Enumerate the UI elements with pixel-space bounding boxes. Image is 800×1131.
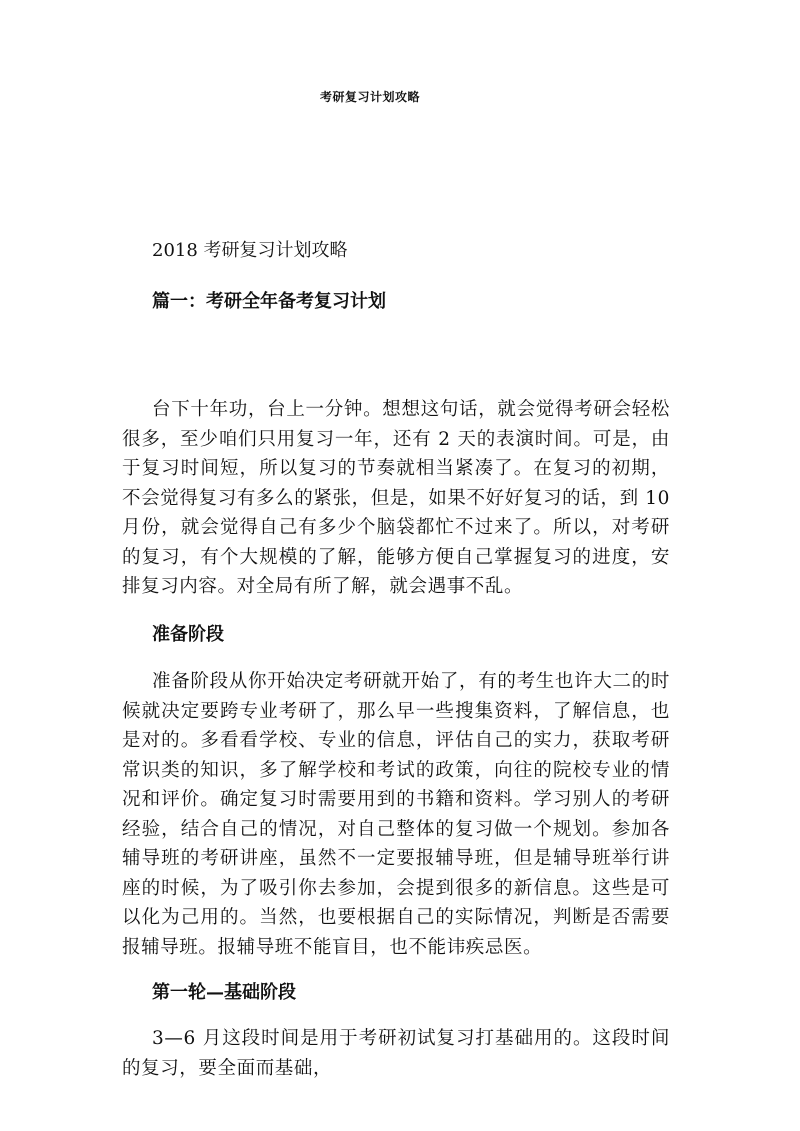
- stage-prep-heading: 准备阶段: [152, 624, 224, 645]
- stage-round1-paragraph: 3—6 月这段时间是用于考研初试复习打基础用的。这段时间的复习，要全面而基础，: [122, 1028, 670, 1079]
- stage-round1-heading: 第一轮—基础阶段: [152, 982, 296, 1003]
- stage-prep-paragraph: 准备阶段从你开始决定考研就开始了，有的考生也许大二的时候就决定要跨专业考研了，那么早一些搜集资料，了解信息，也是对的。多看看学校、专业的信息，评估自己的实力，获取考研常识类的知识，多了解学校和考试的政策，向往的院校专业的情况和评价。确定复习时需要用到的书籍和资料。学习别人的考研经验，结合自己的情况，对自己整体的复习做一个规划。参加各辅导班的考研讲座，虽然不一定要报辅导班，但是辅导班举行讲座的时候，为了吸引你去参加，会提到很多的新信息。这些是可以化为己用的。当然，也要根据自己的实际情况，判断是否需要报辅导班。报辅导班不能盲目，也不能讳疾忌医。: [122, 671, 670, 958]
- page-header-title: 考研复习计划攻略: [319, 90, 420, 104]
- document-title: 2018 考研复习计划攻略: [152, 240, 348, 261]
- intro-paragraph: 台下十年功，台上一分钟。想想这句话，就会觉得考研会轻松很多，至少咱们只用复习一年，还有 2 天的表演时间。可是，由于复习时间短，所以复习的节奏就相当紧凑了。在复习的初期，不会觉得复习有多么的紧张，但是，如果不好好复习的话，到 10 月份，就会觉得自己有多少个脑袋都忙不过来了。所以，对考研的复习，有个大规模的了解，能够方便自己掌握复习的进度，安排复习内容。对全局有所了解，就会遇事不乱。: [122, 399, 670, 597]
- part1-heading: 篇一：考研全年备考复习计划: [152, 291, 386, 312]
